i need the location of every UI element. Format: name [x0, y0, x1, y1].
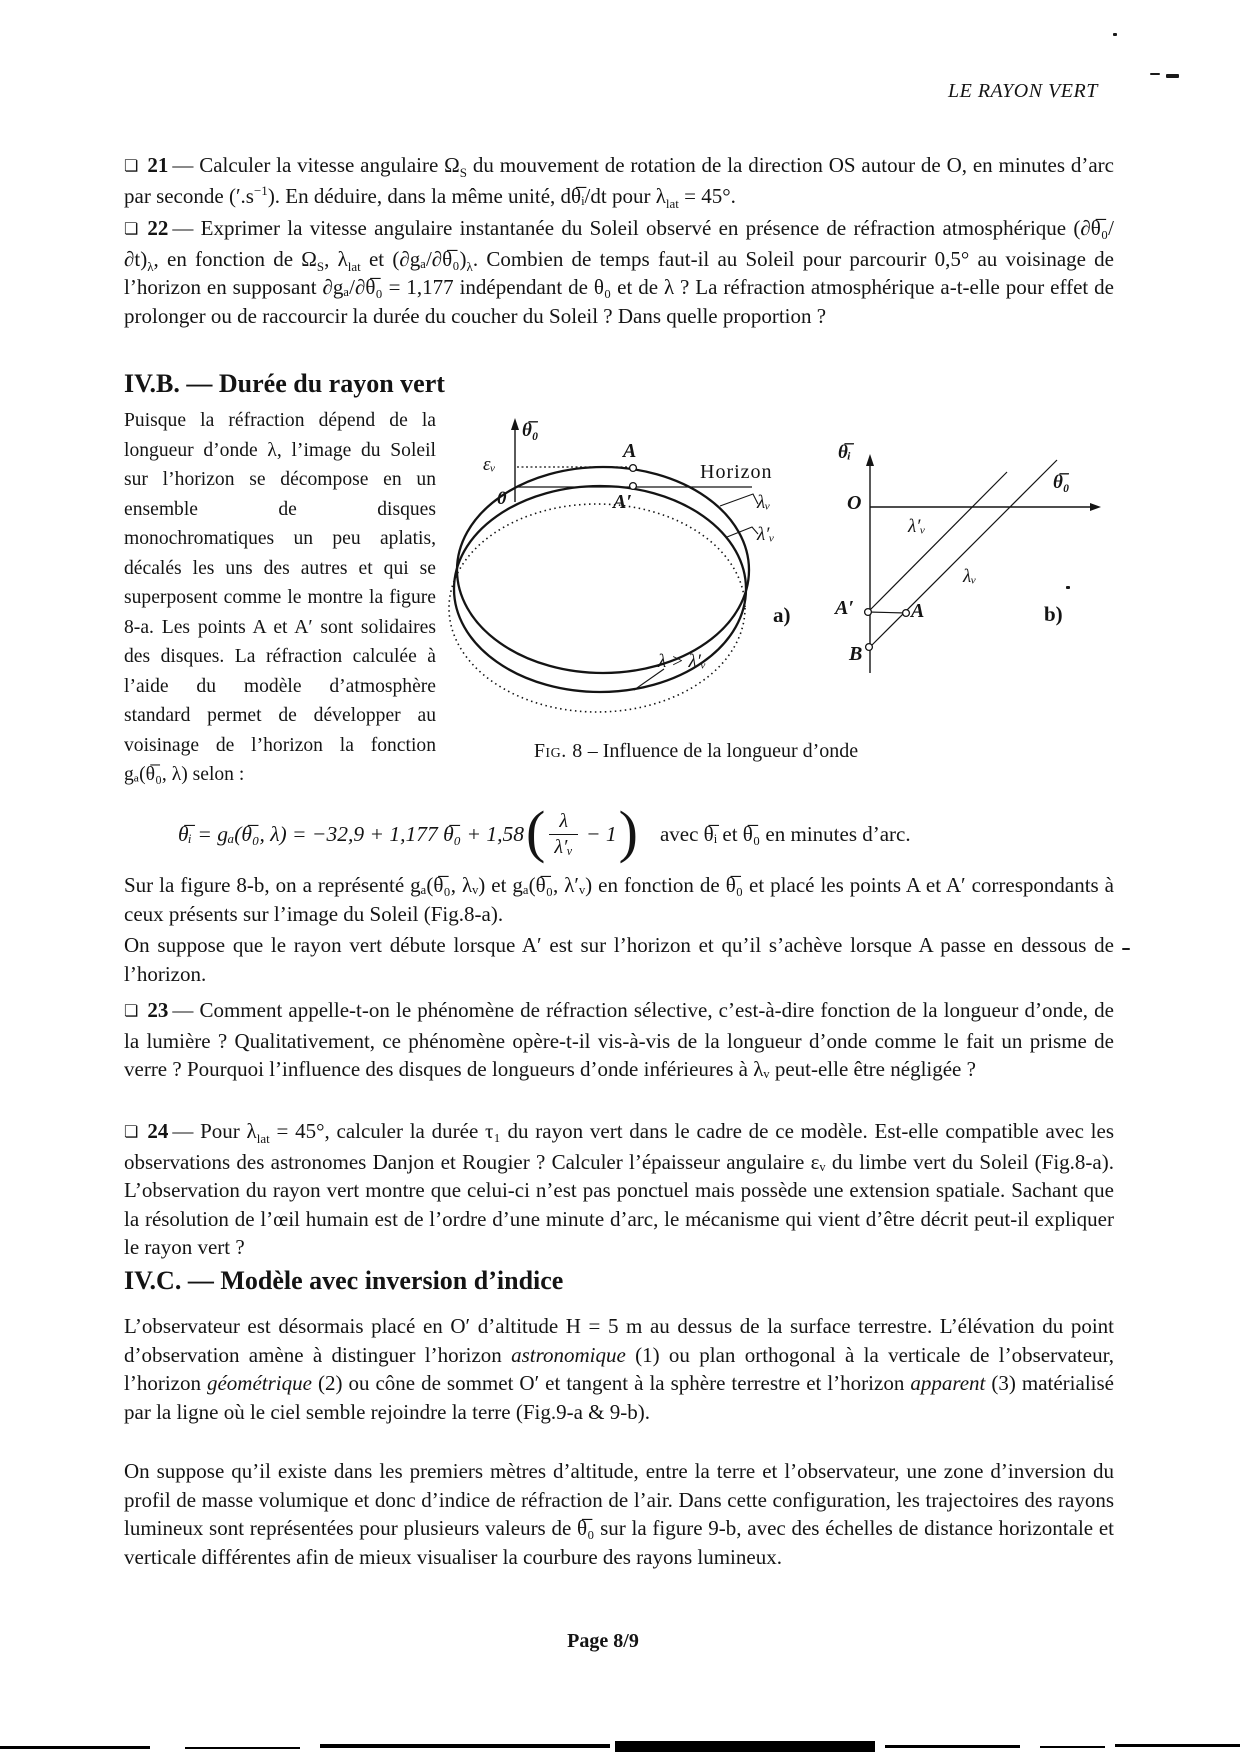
- fig8b-x-axis-label: θ̅₀: [1053, 472, 1070, 493]
- scan-speck: [1122, 948, 1130, 950]
- fig8b-lambda-v-label: λᵥ: [963, 566, 977, 587]
- question-number: 24: [147, 1119, 169, 1143]
- subscript: S: [316, 258, 325, 274]
- question-text: , en fonction de Ω: [153, 246, 317, 271]
- question-text: = 45°.: [678, 183, 736, 208]
- question-number: 21: [147, 153, 169, 177]
- fig8a-lambda-vprime-label: λ′ᵥ: [757, 524, 775, 545]
- paragraph-text: On suppose qu’il existe dans les premiers mètres d’altitude, entre la terre et l’observateur, une zone d’inversion du profil de masse volumique et donc d’indice de réfraction de l’air. Dans cette configuration, les trajectoires des rayons lumineux sont représentées pour plusieurs valeurs de θ̅₀ sur la figure 9-b, avec des échelles de distance horizontale et verticale différentes afin de mieux visualiser la courbure des rayons lumineux.: [124, 1459, 1114, 1569]
- fig8b-x-arrow: [1090, 503, 1101, 511]
- subscript: λ: [147, 258, 154, 274]
- question-text: , λ: [324, 246, 348, 271]
- scan-speck: [1150, 73, 1160, 75]
- superscript: −1: [253, 182, 268, 198]
- fig8a-epsilon-label: εᵥ: [483, 454, 496, 475]
- question-text: . Combien de temps faut-il au Soleil pour parcourir 0,5° au voisinage de l’horizon en supposant ∂gₐ/∂θ̅₀ = 1,177 indépendant de θ₀ et de λ ? La réfraction atmosphérique a-t-elle pour effet de prolonger ou de raccourcir la durée du coucher du Soleil ? Dans quelle proportion ?: [124, 246, 1115, 328]
- paragraph-text: (3) matérialisé par la ligne où le ciel semble rejoindre la terre (Fig.9-a & 9-b).: [124, 1371, 1114, 1424]
- term-apparent: apparent: [910, 1371, 986, 1395]
- term-astronomique: astronomique: [511, 1342, 626, 1367]
- question-text: — Exprimer la vitesse angulaire instantanée du Soleil observé en présence de réfraction atmosphérique (∂θ̅₀/∂t): [124, 216, 1114, 271]
- fig8a-leader-lambda-v: [720, 494, 758, 506]
- fig8a-y-axis-label: θ̅₀: [522, 420, 539, 441]
- term-geometrique: géométrique: [206, 1371, 312, 1395]
- fig8a-tag: a): [773, 603, 791, 627]
- question-23: [124, 996, 1114, 1084]
- paragraph-fig8b: [124, 871, 1114, 928]
- question-24: [124, 1117, 1114, 1262]
- checkbox-icon: ❏: [124, 1122, 139, 1141]
- fig8b-y-axis-label: θ̅ᵢ: [838, 442, 852, 463]
- fig8b-line-lambda-v: [869, 460, 1057, 648]
- subscript: λ: [466, 258, 473, 274]
- fig8b-y-arrow: [866, 454, 874, 466]
- subscript: lat: [665, 195, 679, 211]
- paragraph-observer: [124, 1312, 1114, 1426]
- question-text: du mouvement de rotation de la direction OS autour de O, en minutes d’arc par seconde (′.s: [124, 153, 1114, 208]
- question-21: [124, 151, 1114, 210]
- paragraph-refraction: Puisque la réfraction dépend de la longueur d’onde λ, l’image du Soleil sur l’horizon se décompose en un ensemble de disques monochromatiques un peu aplatis, décalés les uns des autres et qui se superposent comme le montre la figure 8-a. Les points A et A′ sont solidaires des disques. La réfraction calculée à l’aide du modèle d’atmosphère standard permet de développer au voisinage de l’horizon la fonction gₐ(θ̅₀, λ) selon :: [124, 410, 436, 785]
- paragraph-rayon-vert-hypothesis: [124, 931, 1114, 988]
- fig8a-point-Aprime-label: A′: [613, 491, 632, 513]
- fraction-denominator: λ′ᵥ: [549, 834, 578, 859]
- scan-speck: [1113, 33, 1117, 36]
- fig8a-lambda-gt-label: λ > λ′ᵥ: [658, 651, 707, 672]
- fig8a-horizon-label: Horizon: [700, 461, 773, 483]
- subscript: lat: [256, 1131, 270, 1147]
- fig8a-point-A-label: A: [623, 440, 637, 462]
- fig8b-tag: b): [1044, 602, 1063, 626]
- fraction-numerator: λ: [559, 809, 568, 832]
- figure-8: [440, 372, 1140, 750]
- figure-caption-label: Fig. 8: [533, 740, 583, 762]
- fig8a-y-arrow: [511, 418, 519, 430]
- section-heading-ivb: IV.B. — Durée du rayon vert: [124, 369, 445, 398]
- fig8a-point-A: [630, 465, 637, 472]
- question-text: = 45°, calculer la durée τ₁ du rayon vert dans le cadre de ce modèle. Est-elle compatible avec les observations des astronomes Danjon et Rougier ? Calculer l’épaisseur angulaire εᵥ du limbe vert du Soleil (Fig.8-a). L’observation du rayon vert montre que celui-ci n’est pas ponctuel mais possède une extension spatiale. Sachant que la résolution de l’œil humain est de l’ordre d’une minute d’arc, le mécanisme qui vient d’être décrit peut-il expliquer le rayon vert ?: [124, 1119, 1115, 1259]
- subscript: lat: [347, 258, 361, 274]
- subscript: S: [459, 165, 468, 181]
- page-header-title: LE RAYON VERT: [948, 80, 1098, 102]
- question-text: et (∂gₐ/∂θ̅₀): [360, 246, 467, 271]
- fig8b-line-lambda-vprime: [868, 472, 1007, 612]
- close-paren: ): [618, 798, 638, 864]
- fig8a-point-Aprime: [630, 483, 637, 490]
- figure-caption-text: – Influence de la longueur d’onde: [582, 740, 859, 762]
- fig8b-O-label: O: [847, 492, 862, 514]
- fig8b-point-A-label: A: [911, 600, 925, 622]
- fig8b-point-Aprime: [865, 609, 872, 616]
- checkbox-icon: ❏: [124, 156, 139, 175]
- fig8b-point-B-label: B: [849, 643, 863, 665]
- figure-8-caption: [440, 740, 952, 763]
- fig8a-lambda-v-label: λᵥ: [757, 492, 771, 513]
- fig8b-point-A: [903, 610, 910, 617]
- paragraph-text: Sur la figure 8-b, on a représenté gₐ(θ̅₀, λᵥ) et gₐ(θ̅₀, λ′ᵥ) en fonction de θ̅₀ et placé les points A et A′ correspondants à ceux présents sur l’image du Soleil (Fig.8-a).: [124, 873, 1114, 926]
- section-heading-ivc: IV.C. — Modèle avec inversion d’indice: [124, 1266, 564, 1295]
- checkbox-icon: ❏: [124, 1001, 139, 1020]
- page-number: Page 8/9: [567, 1630, 639, 1652]
- fig8b-point-Aprime-label: A′: [835, 597, 854, 619]
- fig8a-leader-lambda-vprime: [727, 527, 758, 537]
- equation-fraction: [549, 810, 578, 859]
- paragraph-text: On suppose que le rayon vert débute lorsque A′ est sur l’horizon et qu’il s’achève lorsque A passe en dessous de l’horizon.: [124, 933, 1114, 986]
- paragraph-inversion-zone: [124, 1457, 1114, 1571]
- checkbox-icon: ❏: [124, 219, 139, 238]
- fig8b-point-B: [866, 644, 873, 651]
- open-paren: (: [526, 798, 546, 864]
- fig8a-origin-label: 0: [497, 488, 507, 509]
- equation-lhs: θ̅ᵢ = gₐ(θ̅₀, λ) = −32,9 + 1,177 θ̅₀ + 1,58: [178, 821, 524, 846]
- question-text: ). En déduire, dans la même unité, dθ̅ᵢ/dt pour λ: [267, 183, 666, 208]
- question-text: — Comment appelle-t-on le phénomène de réfraction sélective, c’est-à-dire fonction de la longueur d’onde, de la lumière ? Qualitativement, ce phénomène opère-t-il vis-à-vis de la longueur d’onde comme le fait un prisme de verre ? Pourquoi l’influence des disques de longueurs d’onde inférieures à λᵥ peut-elle être négligée ?: [124, 998, 1114, 1081]
- question-number: 22: [147, 216, 169, 240]
- fig8a-disk-lambda-gt: [449, 504, 745, 712]
- fig8b-lambda-vprime-label: λ′ᵥ: [908, 516, 926, 537]
- paragraph-text: L’observateur est désormais placé en O′ d’altitude H = 5 m au dessus de la surface terrestre. L’élévation du point d’observation amène à distinguer l’horizon: [124, 1314, 1114, 1367]
- equation-note: avec θ̅ᵢ et θ̅₀ en minutes d’arc.: [659, 821, 911, 846]
- paragraph-text: (2) ou cône de sommet O′ et tangent à la sphère terrestre et l’horizon: [311, 1371, 911, 1395]
- question-text: — Pour λ: [172, 1119, 257, 1143]
- question-text: — Calculer la vitesse angulaire Ω: [172, 153, 460, 177]
- question-number: 23: [147, 998, 169, 1022]
- question-22: [124, 214, 1114, 330]
- scan-speck: [1166, 74, 1179, 78]
- equation-tail: − 1: [585, 821, 617, 846]
- paragraph-text: (1) ou plan orthogonal à la verticale de l’observateur, l’horizon: [124, 1342, 1114, 1395]
- equation-ga: [178, 794, 1178, 874]
- fig8b-segment-AprimeA: [868, 612, 906, 613]
